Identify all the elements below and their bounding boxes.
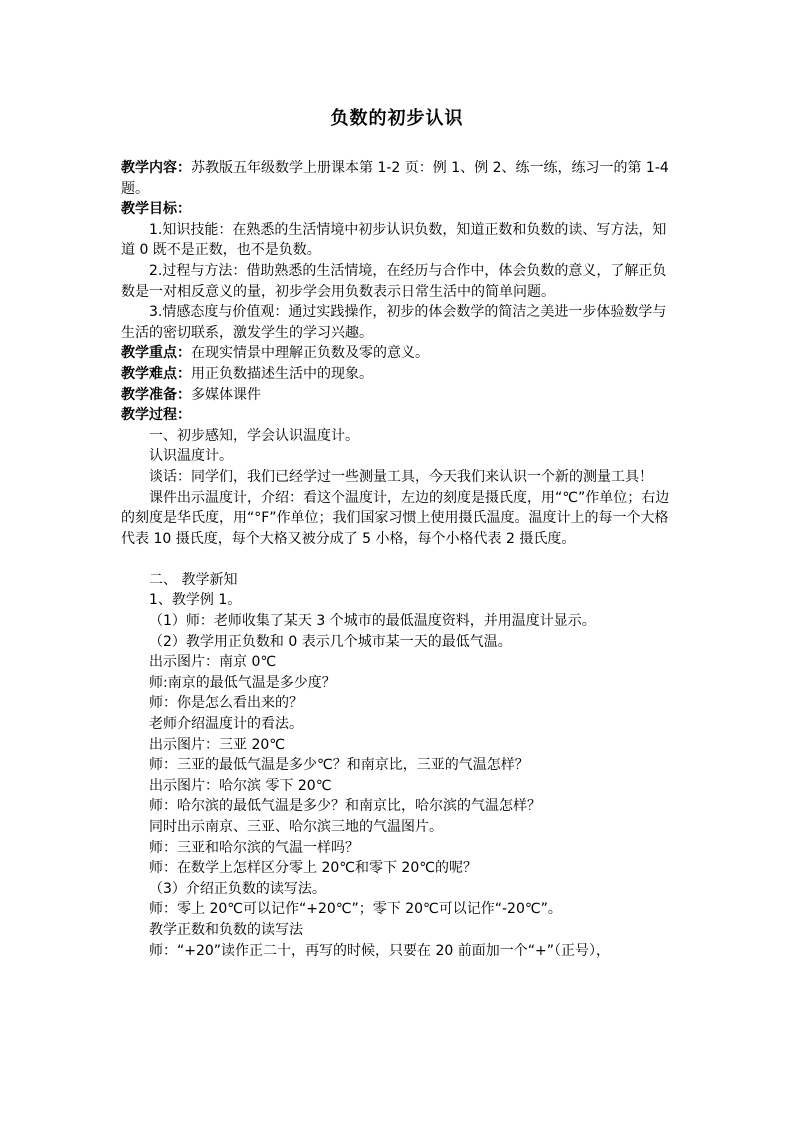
section2-line: 师：“+20”读作正二十，再写的时候，只要在 20 前面加一个“+”（正号）， — [149, 942, 611, 959]
section2-line: （3）介绍正负数的读写法。 — [149, 880, 326, 897]
preparation-paragraph — [121, 385, 676, 406]
key-point-label: 教学重点： — [121, 345, 191, 362]
section2-line: 师：在数学上怎样区分零上 20℃和零下 20℃的呢？ — [149, 860, 477, 877]
document-body — [121, 158, 676, 961]
goal-item-1: 1.知识技能：在熟悉的生活情境中初步认识负数，知道正数和负数的读、写方法，知道 0 既不是正数，也不是负数。 — [121, 221, 667, 259]
section1-heading: 一、初步感知，学会认识温度计。 — [149, 427, 359, 444]
section2-line: （2）教学用正负数和 0 表示几个城市某一天的最低气温。 — [149, 633, 512, 650]
difficulty-label: 教学难点： — [121, 365, 191, 382]
section2-line: 教学正数和负数的读写法 — [149, 921, 303, 938]
section2-line: 出示图片：南京 0℃ — [149, 654, 277, 671]
section1-paragraph: 课件出示温度计，介绍：看这个温度计，左边的刻度是摄氏度，用“℃”作单位；右边的刻度是华氏度，用“°F”作单位；我们国家习惯上使用摄氏温度。温度计上的每一个大格代表 10 摄氏度，每个大格又被分成了 5 小格，每个小格代表 2 摄氏度。 — [121, 489, 670, 547]
section2-line: 师：你是怎么看出来的？ — [149, 695, 303, 712]
preparation-text: 多媒体课件 — [191, 386, 261, 403]
section2-line: 1、教学例 1。 — [149, 592, 242, 609]
spacer — [121, 549, 676, 570]
section2-line: 出示图片：哈尔滨 零下 20℃ — [149, 777, 332, 794]
section2-line: 同时出示南京、三亚、哈尔滨三地的气温图片。 — [149, 819, 443, 835]
section2-line: 出示图片：三亚 20℃ — [149, 736, 285, 753]
section2-line: 师：三亚的最低气温是多少℃？和南京比，三亚的气温怎样？ — [149, 757, 529, 774]
content-paragraph — [121, 158, 676, 199]
section2-line: 师：三亚和哈尔滨的气温一样吗？ — [149, 839, 359, 856]
section2-line: 师:南京的最低气温是多少度？ — [149, 674, 336, 691]
section2-line: 老师介绍温度计的看法。 — [149, 716, 303, 733]
key-point-paragraph — [121, 343, 676, 364]
section2-heading: 二、 教学新知 — [149, 571, 238, 588]
content-label: 教学内容： — [121, 160, 191, 176]
goal-item-2: 2.过程与方法：借助熟悉的生活情境，在经历与合作中，体会负数的意义，了解正负数是一对相反意义的量，初步学会用负数表示日常生活中的简单问题。 — [121, 262, 667, 300]
goal-item-3: 3.情感态度与价值观：通过实践操作，初步的体会数学的简洁之美进一步体验数学与生活的密切联系，激发学生的学习兴趣。 — [121, 304, 667, 341]
difficulty-text: 用正负数描述生活中的现象。 — [191, 365, 373, 382]
content-text: 苏教版五年级数学上册课本第 1-2 页：例 1、例 2、练一练，练习一的第 1-4 题。 — [121, 160, 669, 197]
difficulty-paragraph — [121, 364, 676, 385]
section2-line: 师：零上 20℃可以记作“+20℃”；零下 20℃可以记作“-20℃”。 — [149, 901, 562, 918]
section1-paragraph: 认识温度计。 — [149, 448, 233, 465]
goals-label: 教学目标： — [121, 201, 191, 218]
section2-line: 师：哈尔滨的最低气温是多少？和南京比，哈尔滨的气温怎样？ — [149, 798, 541, 815]
section1-paragraph: 谈话：同学们，我们已经学过一些测量工具，今天我们来认识一个新的测量工具！ — [149, 468, 653, 485]
page-title: 负数的初步认识 — [330, 108, 464, 129]
preparation-label: 教学准备： — [121, 386, 191, 403]
section2-line: （1）师：老师收集了某天 3 个城市的最低温度资料，并用温度计显示。 — [149, 613, 596, 630]
key-point-text: 在现实情景中理解正负数及零的意义。 — [191, 345, 429, 362]
process-label: 教学过程： — [121, 407, 191, 424]
